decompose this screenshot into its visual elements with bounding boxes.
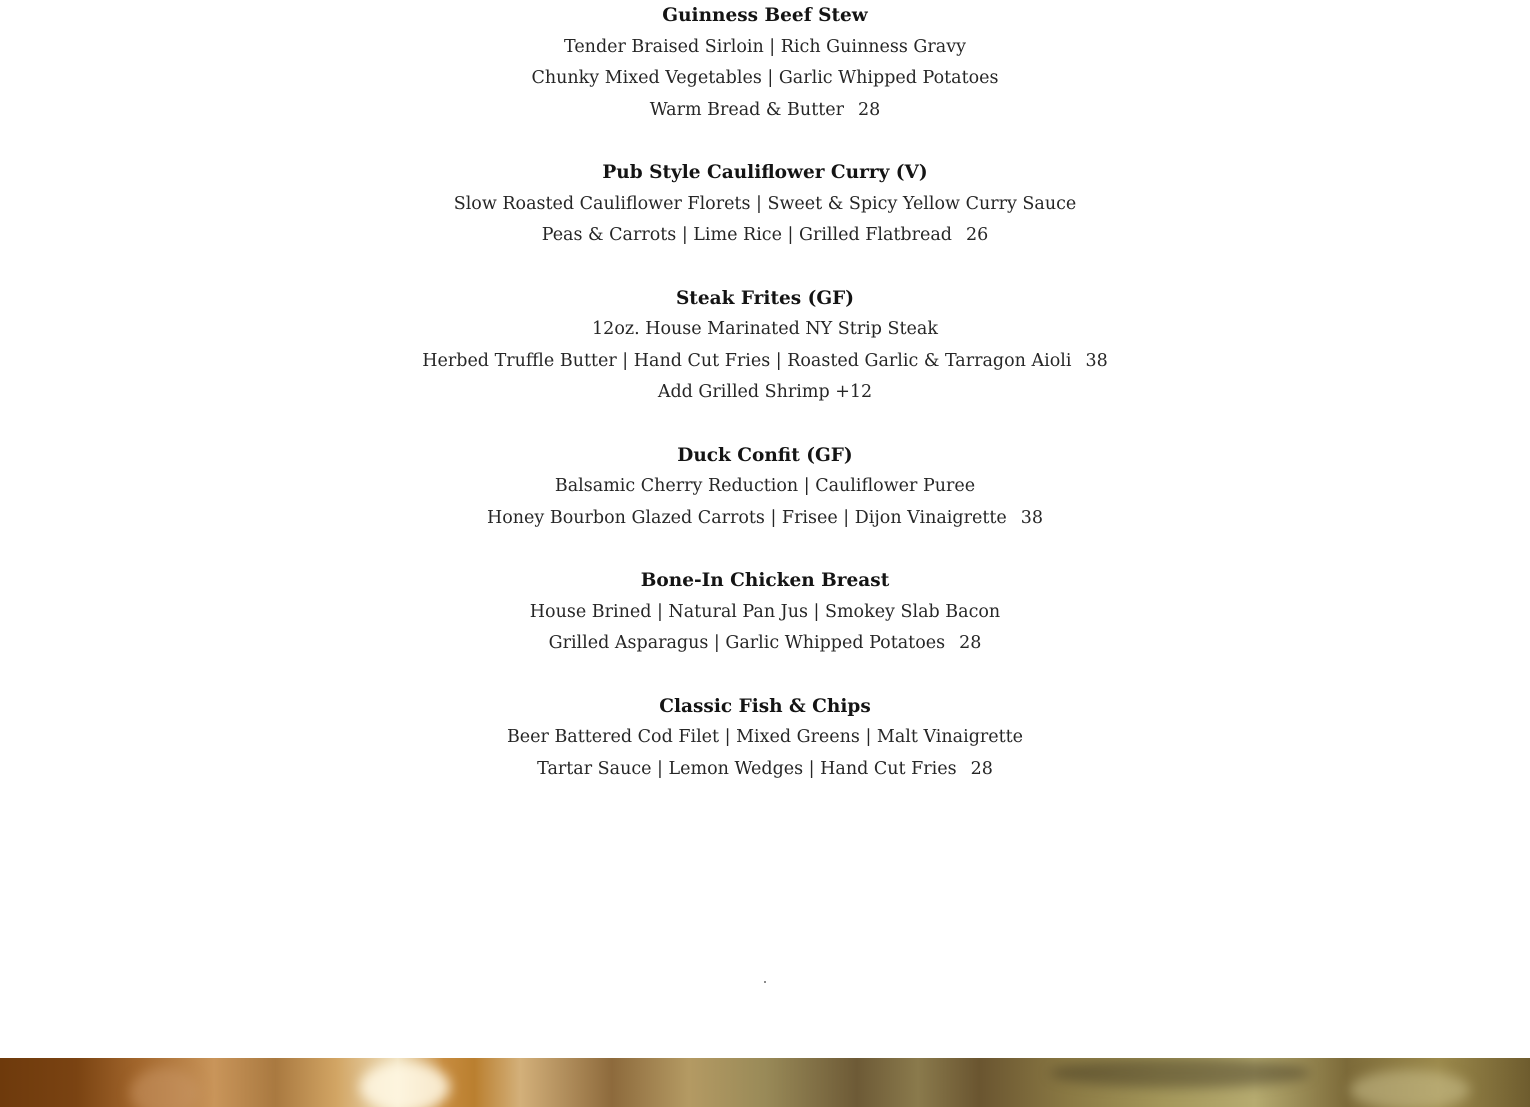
menu-item-duck-confit — [0, 440, 1530, 535]
dish-description-line — [0, 95, 1530, 127]
dish-description-line: Beer Battered Cod Filet | Mixed Greens | Malt Vinaigrette — [506, 727, 1024, 747]
light-glow — [1050, 1058, 1310, 1088]
dish-description-line — [0, 503, 1530, 535]
dish-price: 28 — [970, 758, 993, 779]
menu-item-guinness-beef-stew — [0, 0, 1530, 126]
dish-price: 28 — [857, 99, 881, 120]
light-glow — [1350, 1070, 1470, 1107]
dish-description-text: Peas & Carrots | Lime Rice | Grilled Flatbread — [541, 225, 952, 245]
menu-item-steak-frites — [0, 283, 1530, 409]
dish-description-line — [0, 346, 1530, 378]
menu-item-bone-in-chicken — [0, 565, 1530, 660]
dish-name: Steak Frites (GF) — [675, 287, 855, 309]
dish-description-line — [0, 628, 1530, 660]
light-glow — [130, 1068, 200, 1107]
dish-price: 38 — [1020, 507, 1044, 528]
menu-item-cauliflower-curry — [0, 157, 1530, 252]
section-divider-dot — [764, 981, 766, 983]
dish-addon: Add Grilled Shrimp +12 — [657, 382, 873, 402]
footer-banner-image — [0, 1058, 1530, 1107]
dish-name: Guinness Beef Stew — [662, 5, 868, 26]
dish-description-line: Balsamic Cherry Reduction | Cauliflower Puree — [554, 476, 976, 496]
dish-name: Pub Style Cauliflower Curry (V) — [602, 162, 928, 183]
menu-item-fish-and-chips — [0, 691, 1530, 786]
dish-name: Bone-In Chicken Breast — [640, 570, 890, 591]
dish-price: 28 — [959, 633, 982, 653]
dish-description-line: Tender Braised Sirloin | Rich Guinness Gravy — [564, 36, 966, 57]
dish-description-line — [0, 754, 1530, 786]
dish-description-text: Grilled Asparagus | Garlic Whipped Potatoes — [548, 633, 946, 653]
dish-description-text: Herbed Truffle Butter | Hand Cut Fries | Roasted Garlic & Tarragon Aioli — [422, 350, 1072, 371]
dish-price: 38 — [1085, 350, 1108, 371]
dish-description-line: House Brined | Natural Pan Jus | Smokey Slab Bacon — [529, 601, 1001, 622]
dish-description-text: Tartar Sauce | Lemon Wedges | Hand Cut Fries — [537, 758, 957, 779]
dish-name: Classic Fish & Chips — [659, 695, 871, 717]
dish-description-line — [0, 220, 1530, 252]
dish-description-text: Honey Bourbon Glazed Carrots | Frisee | Dijon Vinaigrette — [486, 507, 1007, 528]
dish-description-text: Warm Bread & Butter — [649, 99, 844, 120]
dish-description-line: 12oz. House Marinated NY Strip Steak — [592, 319, 938, 339]
dish-name: Duck Confit (GF) — [677, 444, 853, 466]
dish-price: 26 — [966, 225, 989, 245]
dish-description-line: Slow Roasted Cauliflower Florets | Sweet & Spicy Yellow Curry Sauce — [453, 193, 1077, 214]
light-glow — [360, 1062, 450, 1107]
dish-description-line: Chunky Mixed Vegetables | Garlic Whipped Potatoes — [531, 68, 999, 88]
